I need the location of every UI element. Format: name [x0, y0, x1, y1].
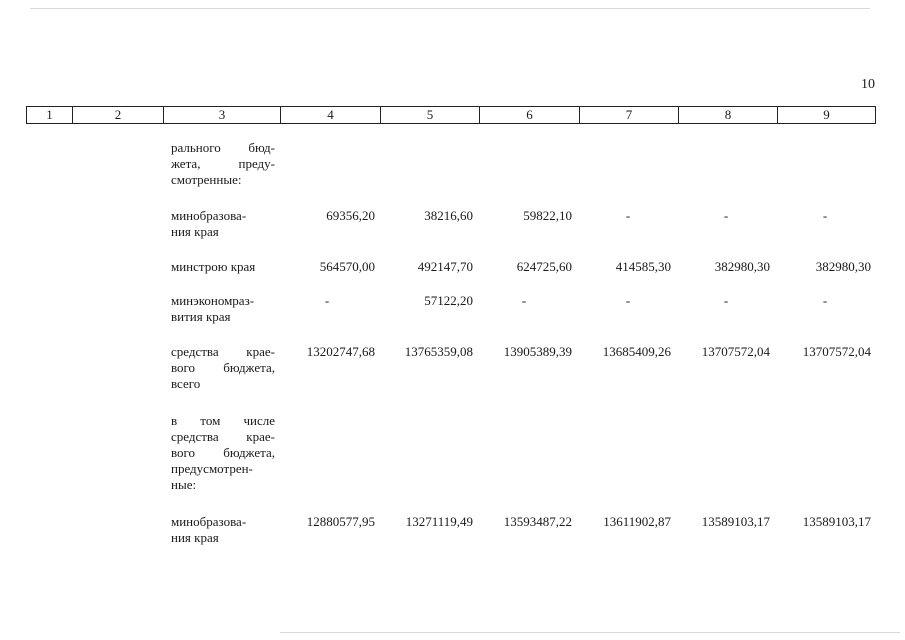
row-label [171, 293, 275, 325]
cell-value: 13765359,08 [404, 344, 473, 359]
cell-value: 13905389,39 [503, 344, 572, 359]
label-line: вого бюджета, [171, 360, 275, 375]
cell-value: 13202747,68 [306, 344, 375, 359]
cell-value: 13611902,87 [603, 514, 671, 529]
label-line: средства крае- [171, 429, 275, 444]
label-line: в том числе [171, 413, 275, 428]
cell-value: - [324, 293, 330, 308]
cell-value: - [723, 208, 729, 223]
cell-value: - [822, 208, 828, 223]
label-line: ния края [171, 224, 219, 239]
row-label [171, 344, 275, 392]
row-label [171, 259, 275, 275]
header-col-7: 7 [580, 107, 679, 123]
cell-value: - [625, 293, 631, 308]
cell-value: 69356,20 [326, 208, 375, 223]
label-line: минэкономраз- [171, 293, 255, 308]
row-label [171, 413, 275, 493]
label-line: минобразова- [171, 514, 247, 529]
table-header-row [26, 106, 876, 124]
header-col-6: 6 [480, 107, 580, 123]
cell-value: 13685409,26 [602, 344, 671, 359]
cell-value: 59822,10 [523, 208, 572, 223]
cell-value: 492147,70 [417, 259, 473, 274]
scan-artifact [280, 632, 900, 633]
label-line: минобразова- [171, 208, 247, 223]
page-number: 10 [861, 77, 875, 92]
header-col-1: 1 [27, 107, 73, 123]
cell-value: 382980,30 [714, 259, 770, 274]
header-col-3: 3 [164, 107, 281, 123]
row-label [171, 208, 275, 240]
cell-value: 13589103,17 [802, 514, 871, 529]
label-line: ния края [171, 530, 219, 545]
cell-value: 13707572,04 [701, 344, 770, 359]
header-col-8: 8 [679, 107, 778, 123]
header-col-2: 2 [73, 107, 164, 123]
label-line: средства крае- [171, 344, 275, 359]
label-line: ные: [171, 477, 197, 492]
header-col-9: 9 [823, 107, 830, 122]
cell-value: 57122,20 [424, 293, 473, 308]
cell-value: 382980,30 [815, 259, 871, 274]
cell-value: 12880577,95 [306, 514, 375, 529]
cell-value: - [521, 293, 527, 308]
label-line: жета, преду- [171, 156, 275, 171]
cell-value: 38216,60 [424, 208, 473, 223]
cell-value: 13707572,04 [802, 344, 871, 359]
label-line: рального бюд- [171, 140, 275, 155]
cell-value: - [625, 208, 631, 223]
label-line: предусмотрен- [171, 461, 253, 476]
row-label [171, 140, 275, 188]
label-line: минстрою края [171, 259, 256, 274]
label-line: вого бюджета, [171, 445, 275, 460]
cell-value: - [723, 293, 729, 308]
cell-value: 13589103,17 [701, 514, 770, 529]
cell-value: 13593487,22 [503, 514, 572, 529]
label-line: смотренные: [171, 172, 242, 187]
cell-value: 564570,00 [319, 259, 375, 274]
header-col-5: 5 [381, 107, 480, 123]
cell-value: 13271119,49 [405, 514, 473, 529]
cell-value: - [822, 293, 828, 308]
scan-artifact [30, 8, 870, 9]
row-label [171, 514, 275, 546]
cell-value: 624725,60 [516, 259, 572, 274]
label-line: вития края [171, 309, 231, 324]
label-line: всего [171, 376, 201, 391]
header-col-4: 4 [281, 107, 381, 123]
cell-value: 414585,30 [615, 259, 671, 274]
